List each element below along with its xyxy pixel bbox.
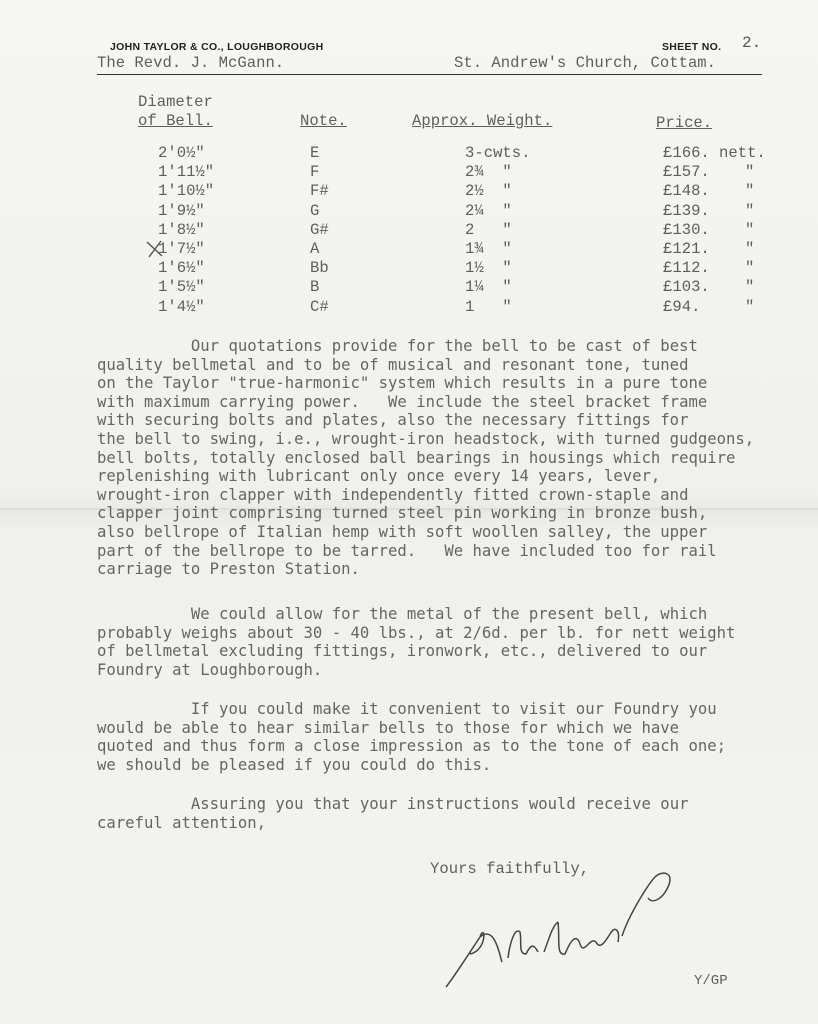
paragraph-visit-foundry: If you could make it convenient to visit our Foundry you would be able to hear similar bells to those for which we have quoted and thus form a close impression as to the tone of each one; we should be pleased if you could do this.: [97, 700, 727, 774]
cell-diameter: 2'0½": [158, 144, 205, 162]
cell-diameter: 1'6½": [158, 259, 205, 278]
cell-price: £148.: [663, 182, 710, 201]
cell-weight: 2¼ ": [465, 201, 512, 220]
paragraph-closing-remark: Assuring you that your instructions would receive our careful attention,: [97, 795, 689, 832]
cell-note: Bb: [310, 259, 329, 278]
cell-price-suffix: ": [745, 240, 755, 258]
header-note: Note.: [300, 112, 347, 130]
cell-diameter: 1'11½": [158, 163, 215, 182]
cell-price: £157.: [663, 163, 710, 182]
cell-price-suffix: ": [745, 220, 755, 239]
header-weight: Approx. Weight.: [412, 112, 553, 130]
cell-price-suffix: ": [745, 201, 755, 220]
cell-price: £103.: [663, 278, 710, 297]
cell-price: £121.: [663, 240, 710, 258]
sheet-number: 2.: [742, 34, 762, 52]
cell-note: F: [310, 163, 320, 182]
cell-note: G: [310, 201, 320, 220]
cell-diameter: 1'7½": [158, 240, 205, 258]
cell-weight: 2 ": [465, 220, 512, 239]
cell-price-suffix: nett.: [719, 144, 766, 162]
cell-price: £139.: [663, 201, 710, 220]
cell-note: A: [310, 240, 320, 258]
header-diameter-line1: Diameter: [138, 93, 213, 111]
cell-price-suffix: ": [745, 259, 755, 278]
location: St. Andrew's Church, Cottam.: [454, 54, 717, 72]
cell-weight: 3-cwts.: [465, 144, 531, 162]
cell-diameter: 1'8½": [158, 220, 205, 239]
cell-note: B: [310, 278, 320, 297]
cell-diameter: 1'5½": [158, 278, 205, 297]
paragraph-quotation: Our quotations provide for the bell to be cast of best quality bellmetal and to be of musical and resonant tone, tuned on the Taylor "true-harmonic" system which results in a pure tone with maximum carrying power. We include the steel bracket frame with securing bolts and plates, also the necessary fittings for the bell to swing, i.e., wrought-iron headstock, with turned gudgeons, bell bolts, totally enclosed ball bearings in housings which require replenishing with lubricant only once every 14 years, lever, wrought-iron clapper with independently fitted crown-staple and clapper joint comprising turned steel pin working in bronze bush, also bellrope of Italian hemp with soft woollen salley, the upper part of the bellrope to be tarred. We have included too for rail carriage to Preston Station.: [97, 337, 755, 579]
cell-weight: 1 ": [465, 297, 512, 316]
paragraph-metal-allowance: We could allow for the metal of the present bell, which probably weighs about 30 - 40 lbs., at 2/6d. per lb. for nett weight of bellmetal excluding fittings, ironwork, etc., delivered to our Foundry at Loughborough.: [97, 605, 736, 679]
header-rule: [97, 74, 762, 75]
recipient: The Revd. J. McGann.: [97, 54, 285, 72]
cell-diameter: 1'4½": [158, 297, 205, 316]
cell-weight: 1½ ": [465, 259, 512, 278]
cell-price: £94.: [663, 297, 701, 316]
cell-price: £166.: [663, 144, 710, 162]
cell-weight: 1¼ ": [465, 278, 512, 297]
cell-price-suffix: ": [745, 297, 755, 316]
cell-weight: 2½ ": [465, 182, 512, 201]
cell-diameter: 1'10½": [158, 182, 215, 201]
letterhead-company: JOHN TAYLOR & CO., LOUGHBOROUGH: [110, 41, 324, 53]
cell-diameter: 1'9½": [158, 201, 205, 220]
cell-note: G#: [310, 220, 329, 239]
header-diameter-line2: of Bell.: [138, 112, 213, 130]
cell-price-suffix: ": [745, 278, 755, 297]
cell-note: E: [310, 144, 320, 162]
cell-weight: 1¾ ": [465, 240, 512, 258]
reference-initials: Y/GP: [694, 973, 728, 989]
cell-note: C#: [310, 297, 329, 316]
handwritten-mark: [144, 238, 166, 260]
cell-price: £130.: [663, 220, 710, 239]
closing-salutation: Yours faithfully,: [430, 860, 590, 878]
cell-price-suffix: ": [745, 182, 755, 201]
cell-weight: 2¾ ": [465, 163, 512, 182]
sheet-label: SHEET NO.: [662, 41, 722, 53]
cell-note: F#: [310, 182, 329, 201]
signature: [440, 862, 690, 992]
header-price: Price.: [656, 114, 713, 132]
cell-price-suffix: ": [745, 163, 755, 182]
cell-price: £112.: [663, 259, 710, 278]
